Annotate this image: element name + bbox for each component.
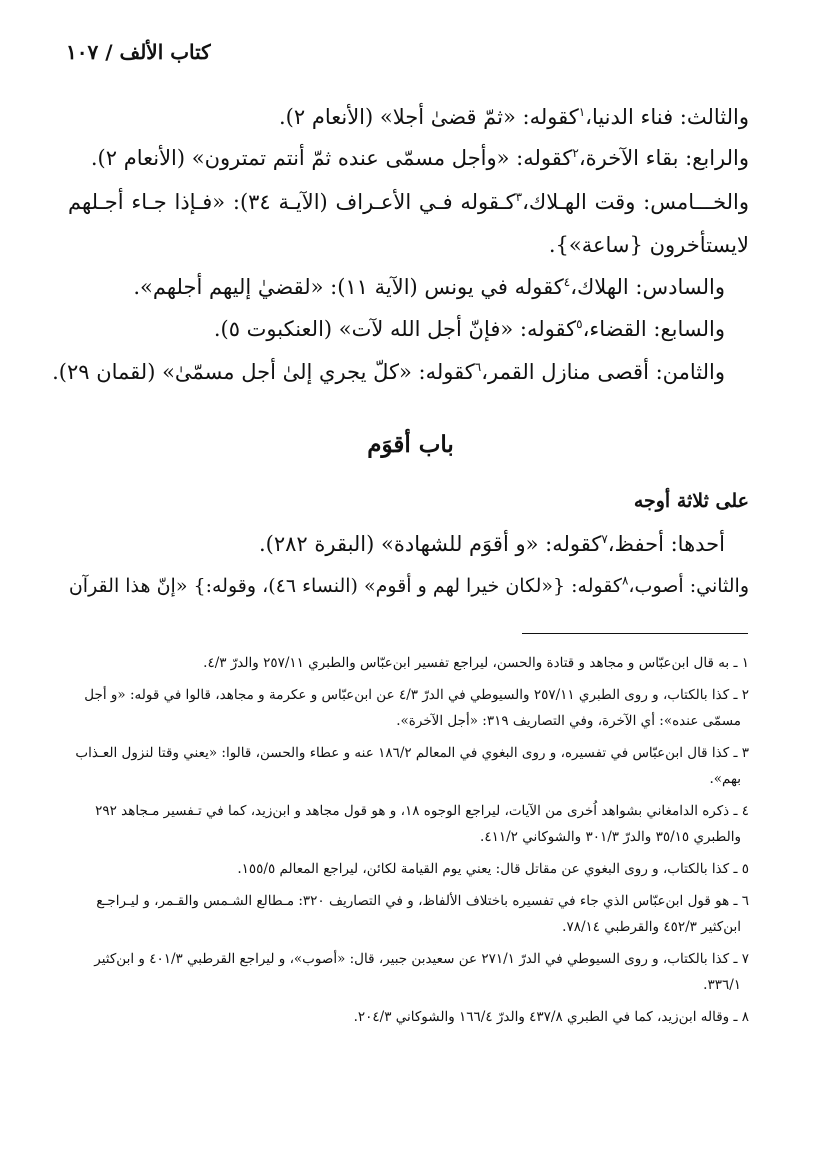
body-line (259, 529, 725, 559)
line-text: لايستأخرون {ساعة»}. (548, 233, 749, 257)
footnote-marker: ٨ (621, 573, 629, 588)
header-separator: / (105, 40, 113, 64)
line-text: والثامن: أقصى منازل القمر، (481, 360, 725, 384)
footnote: ٥ ـ كذا بالكتاب، و روى البغوي عن مقاتل قال: يعني يوم القيامة لكائن، ليراجع المعالم ١٥٥/٥. (237, 861, 749, 877)
footnote: ٧ ـ كذا بالكتاب، و روى السيوطي في الدرّ ٢٧١/١ عن سعيدبن جبير، قال: «أصوب»، و ليراجع القرطبي ٤٠١/٣ و ابن‌كثير (94, 951, 749, 967)
footnote-continuation: بهم». (709, 771, 741, 787)
body-line (52, 357, 725, 387)
line-text: والثاني: أصوب، (628, 575, 749, 597)
line-text: والسابع: القضاء، (582, 317, 725, 341)
line-text: كقوله: {«لكان خيرا لهم و أقوم» (النساء ٤٦)، وقوله:} «إنّ هذا القرآن (68, 575, 622, 597)
footnote-marker: ٣ (515, 190, 523, 204)
footnote-marker: ٤ (563, 275, 571, 289)
line-text: أحدها: أحفظ، (607, 532, 725, 556)
book-title: كتاب الألف (119, 40, 211, 64)
line-text: كقوله: «فإنّ أجل الله لآت» (العنكبوت ٥). (213, 317, 577, 341)
footnote-separator (522, 633, 748, 634)
body-line (68, 187, 749, 217)
body-line (279, 102, 749, 132)
page-number: ١٠٧ (66, 40, 99, 64)
line-text: والرابع: بقاء الآخرة، (578, 146, 749, 170)
footnote: ١ ـ به قال ابن‌عبّاس و مجاهد و قتادة والحسن، ليراجع تفسير ابن‌عبّاس والطبري ٢٥٧/١١ والدرّ ٤/٣. (203, 655, 749, 671)
body-line (69, 571, 749, 601)
footnote: ٤ ـ ذكره الدامغاني بشواهد اُخرى من الآيات، ليراجع الوجوه ١٨، و هو قول مجاهد و ابن‌زيد، كما في تـفسير مـجاهد ٢٩٢ (95, 803, 749, 819)
footnote: ٢ ـ كذا بالكتاب، و روى الطبري ٢٥٧/١١ والسيوطي في الدرّ ٤/٣ عن ابن‌عبّاس و عكرمة و مجاهد، قالوا في قوله: «و أجل (84, 687, 749, 703)
footnote-marker: ٧ (601, 532, 608, 546)
footnote-marker: ٦ (474, 360, 482, 374)
footnote-marker: ٥ (576, 317, 583, 331)
footnote-continuation: ابن‌كثير ٤٥٢/٣ والقرطبي ٧٨/١٤. (562, 919, 741, 935)
body-line (549, 230, 749, 260)
footnote-continuation: مسمّى عنده»: أي الآخرة، وفي التصاريف ٣١٩: «أجل الآخرة». (396, 713, 741, 729)
line-text: كقوله في يونس (الآية ١١): «لقضيٰ إليهم أجلهم». (133, 275, 564, 299)
footnote: ٣ ـ كذا قال ابن‌عبّاس في تفسيره، و روى البغوي في المعالم ١٨٦/٢ عنه و عطاء والحسن، قالوا: «يعني وقتا لنزول العـذاب (75, 745, 749, 761)
section-title: باب أقوَم (367, 431, 454, 458)
body-line (214, 314, 725, 344)
footnote-continuation: ٣٣٦/١. (703, 977, 741, 993)
body-line (133, 272, 725, 302)
footnote: ٦ ـ هو قول ابن‌عبّاس الذي جاء في تفسيره باختلاف الألفاظ، و في التصاريف ٣٢٠: مـطالع الشـمس والقـمر، و ليـراجـع (96, 893, 749, 909)
line-text: كقوله: «و أقوَم للشهادة» (البقرة ٢٨٢). (258, 532, 602, 556)
line-text: كـقوله فـي الأعـراف (الآيـة ٣٤): «فـإذا جـاء أجـلهم (68, 190, 516, 214)
section-subtitle: على ثلاثة أوجه (633, 490, 749, 512)
footnote-marker: ١ (578, 105, 586, 119)
line-text: والخـــامس: وقت الهـلاك، (522, 190, 750, 214)
running-header (66, 40, 211, 64)
footnote-marker: ٢ (572, 146, 579, 160)
line-text: والسادس: الهلاك، (570, 275, 725, 299)
footnote: ٨ ـ وقاله ابن‌زيد، كما في الطبري ٤٣٧/٨ والدرّ ١٦٦/٤ والشوكاني ٢٠٤/٣. (353, 1009, 749, 1025)
line-text: كقوله: «وأجل مسمّى عنده ثمّ أنتم تمترون» (الأنعام ٢). (90, 146, 573, 170)
footnote-continuation: والطبري ٣٥/١٥ والدرّ ٣٠١/٣ والشوكاني ٤١١/٢. (480, 829, 741, 845)
line-text: والثالث: فناء الدنيا، (585, 105, 749, 129)
line-text: كقوله: «كلّ يجري إلىٰ أجل مسمّىٰ» (لقمان ٢٩). (52, 360, 475, 384)
line-text: كقوله: «ثمّ قضىٰ أجلا» (الأنعام ٢). (278, 105, 579, 129)
body-line (91, 143, 749, 173)
